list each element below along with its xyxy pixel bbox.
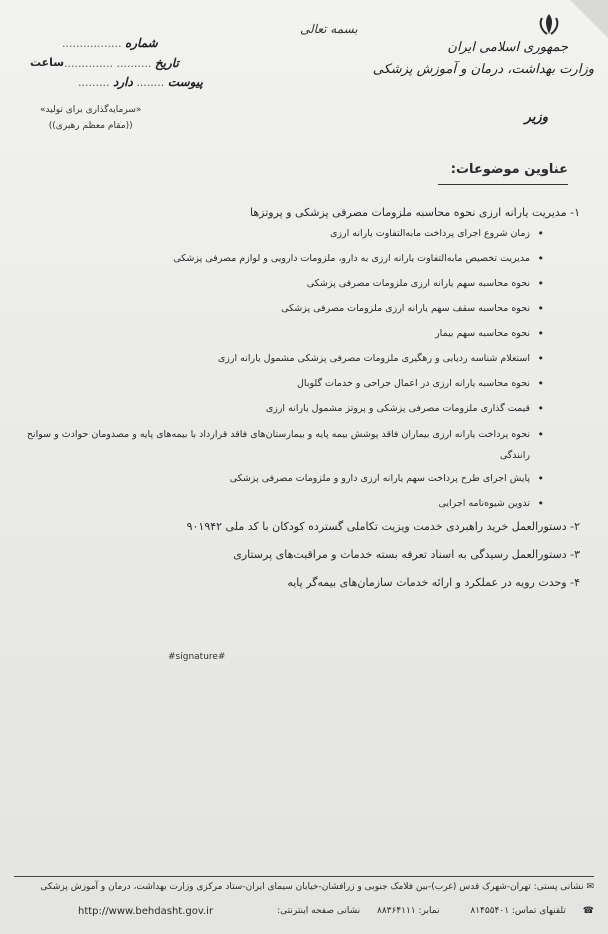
meta-attachment-dots-2: ......... bbox=[78, 76, 110, 89]
meta-date-dots-2: .............. bbox=[64, 57, 113, 70]
meta-date-label: تاریخ bbox=[154, 56, 179, 70]
org-role: وزیر bbox=[524, 110, 548, 125]
footer-contacts bbox=[263, 906, 594, 916]
meta-number-row bbox=[62, 36, 158, 50]
org-country: جمهوری اسلامی ایران bbox=[447, 40, 568, 55]
org-ministry: وزارت بهداشت، درمان و آموزش پزشکی bbox=[372, 62, 594, 77]
phone-icon: ☎ bbox=[579, 906, 594, 916]
footer-phone-text: تلفنهای تماس: ۸۱۴۵۵۴۰۱ bbox=[470, 906, 566, 916]
meta-number-dots: ................. bbox=[62, 37, 122, 50]
meta-attachment-prefix: پیوست bbox=[167, 75, 203, 89]
list-item: • قیمت گذاری ملزومات مصرفی پزشکی و پروتز مشمول یارانه ارزی bbox=[26, 403, 546, 415]
meta-attachment-label: دارد bbox=[112, 75, 133, 89]
iran-emblem-icon bbox=[536, 12, 562, 38]
footer-address bbox=[40, 882, 594, 892]
footer-divider bbox=[14, 876, 594, 877]
subject-title: عناوین موضوعات: bbox=[450, 162, 568, 177]
topic-2: ۲- دستورالعمل خرید راهبردی خدمت ویزیت تکاملی گسترده کودکان با کد ملی ۹۰۱۹۴۲ bbox=[186, 520, 580, 533]
footer-fax: نمابر: ۸۸۳۶۴۱۱۱ bbox=[376, 906, 440, 916]
topic-4: ۴- وحدت رویه در عملکرد و ارائه خدمات سازمان‌های بیمه‌گر پایه bbox=[287, 576, 580, 589]
list-item: • نحوه پرداخت یارانه ارزی بیماران فاقد پوشش بیمه پایه و بیمارستان‌های فاقد قرارداد با بیمه‌های پایه و مصدومان حوادث و سوانح رانندگی bbox=[26, 424, 546, 466]
page-fold-corner bbox=[570, 0, 608, 38]
list-item: • تدوین شیوه‌نامه اجرایی bbox=[26, 498, 546, 510]
besmellah-heading: بسمه تعالی bbox=[300, 22, 358, 36]
mailbox-icon: ✉ bbox=[583, 882, 594, 892]
slogan-text: «سرمایه‌گذاری برای تولید» bbox=[40, 105, 142, 115]
list-item: • استعلام شناسه ردیابی و رهگیری ملزومات مصرفی پزشکی مشمول یارانه ارزی bbox=[26, 353, 546, 365]
footer-phone bbox=[456, 906, 594, 916]
signature-placeholder: #signature# bbox=[168, 652, 226, 662]
meta-time-label: ساعت bbox=[30, 56, 65, 69]
meta-attachment-row bbox=[78, 75, 203, 89]
meta-date-dots: .......... bbox=[116, 57, 152, 70]
footer-address-text: نشانی پستی: تهران-شهرک قدس (غرب)-بین فلامک جنوبی و زرافشان-خیابان سیمای ایران-ستاد مرکزی وزارت بهداشت، درمان و آموزش پزشکی bbox=[40, 882, 584, 892]
topic-1-subitems bbox=[26, 228, 546, 523]
footer-website-link[interactable]: http://www.behdasht.gov.ir bbox=[78, 906, 214, 917]
footer-website-label: نشانی صفحه اینترنتی: bbox=[277, 906, 361, 916]
list-item: • زمان شروع اجرای پرداخت مابه‌التفاوت یارانه ارزی bbox=[26, 228, 546, 240]
list-item: • نحوه محاسبه سهم بیمار bbox=[26, 328, 546, 340]
list-item: • نحوه محاسبه سهم یارانه ارزی ملزومات مصرفی پزشکی bbox=[26, 278, 546, 290]
topic-1: ۱- مدیریت یارانه ارزی نحوه محاسبه ملزومات مصرفی پزشکی و پروتزها bbox=[249, 206, 580, 219]
subject-underline bbox=[438, 184, 568, 185]
meta-date-row bbox=[64, 56, 179, 70]
meta-number-label: شماره bbox=[124, 36, 158, 50]
meta-attachment-dots: ........ bbox=[136, 76, 165, 89]
list-item: • نحوه محاسبه سقف سهم یارانه ارزی ملزومات مصرفی پزشکی bbox=[26, 303, 546, 315]
slogan-attribution: ((مقام معظم رهبری)) bbox=[48, 121, 133, 131]
slogan-block bbox=[40, 102, 141, 134]
list-item: • نحوه محاسبه یارانه ارزی در اعمال جراحی و خدمات گلوبال bbox=[26, 378, 546, 390]
topic-3: ۳- دستورالعمل رسیدگی به اسناد تعرفه بسته خدمات و مراقبت‌های پرستاری bbox=[233, 548, 580, 561]
list-item: • پایش اجرای طرح پرداخت سهم یارانه ارزی دارو و ملزومات مصرفی پزشکی bbox=[26, 473, 546, 485]
list-item: • مدیریت تخصیص مابه‌التفاوت یارانه ارزی به دارو، ملزومات دارویی و لوازم مصرفی پزشکی bbox=[26, 253, 546, 265]
